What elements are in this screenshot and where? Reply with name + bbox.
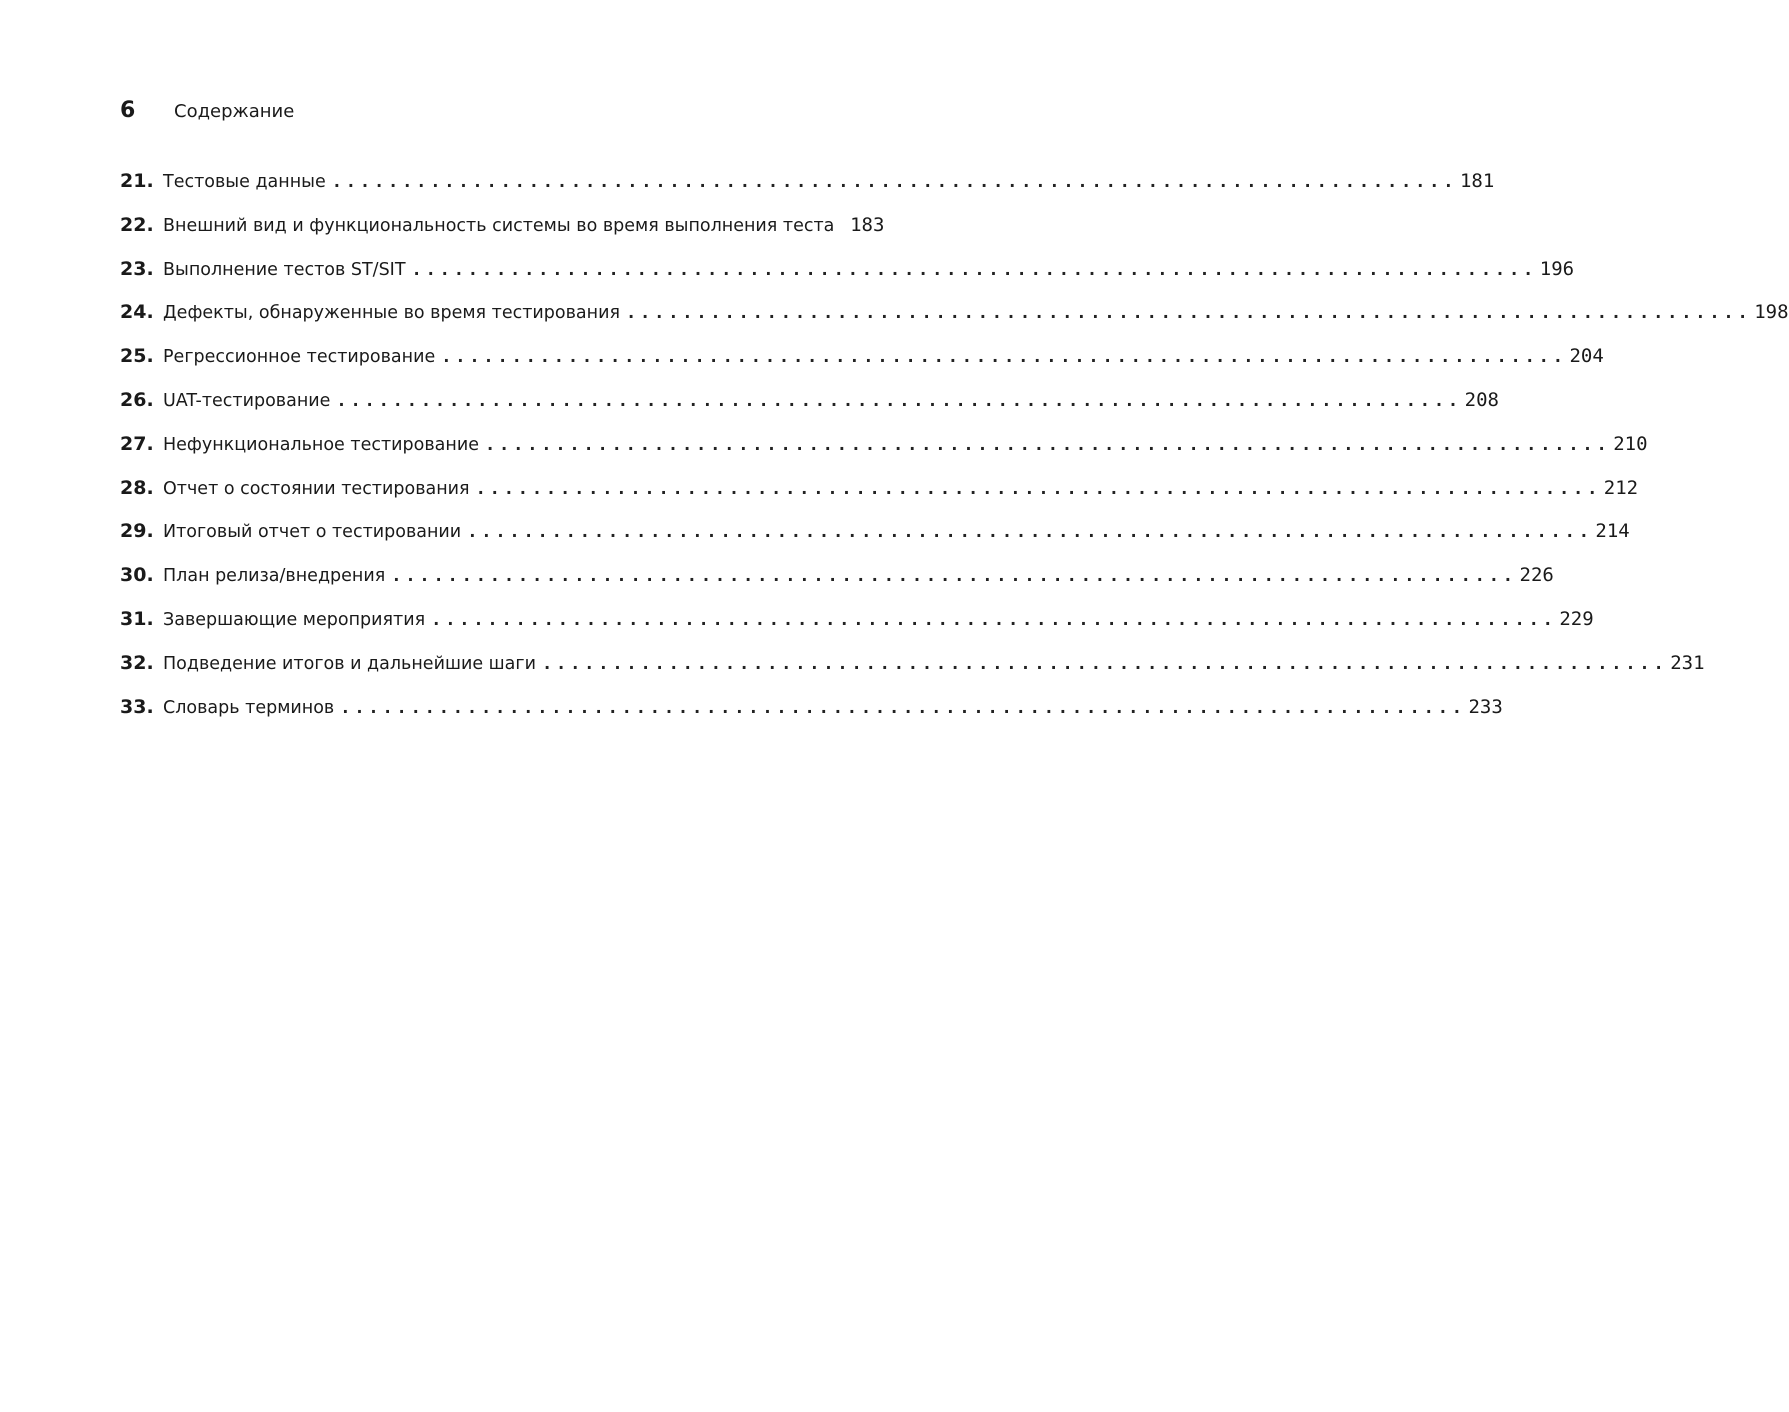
toc-entry-number: 21. (120, 170, 154, 192)
toc-entry (120, 564, 1554, 608)
toc-entry-title: Тестовые данные (163, 172, 326, 192)
toc-entry (120, 432, 1648, 477)
toc-entry-page: 181 (1459, 170, 1495, 192)
running-head (120, 98, 294, 132)
toc-entry-page: 210 (1613, 432, 1648, 455)
toc-entry-title: Итоговый отчет о тестировании (163, 522, 462, 543)
toc-entry-number: 31. (120, 607, 154, 630)
toc-entry-title: Словарь терминов (163, 697, 335, 718)
toc-entry-number: 27. (120, 432, 154, 455)
dot-leader (412, 260, 1531, 280)
dot-leader (542, 654, 1661, 674)
toc-entry-number: 33. (120, 695, 154, 718)
toc-entry-title: Нефункциональное тестирование (163, 434, 479, 455)
toc-entry-number: 25. (120, 345, 154, 368)
dot-leader (332, 172, 1451, 192)
dot-leader (431, 610, 1550, 630)
toc-entry-title: Выполнение тестов ST/SIT (163, 259, 406, 280)
toc-entry-title: Завершающие мероприятия (163, 609, 426, 630)
toc-entry-page: 212 (1603, 476, 1639, 499)
dot-leader (391, 566, 1510, 586)
toc-entry-title: План релиза/внедрения (163, 566, 386, 587)
toc-entry (120, 651, 1705, 696)
toc-entry-page: 196 (1539, 257, 1575, 280)
toc-entry-title: Отчет о состоянии тестирования (163, 478, 470, 499)
toc-entry-title: Дефекты, обнаруженные во время тестирования (163, 303, 620, 324)
toc-entry-title: Подведение итогов и дальнейшие шаги (163, 653, 536, 674)
dot-leader (441, 347, 1560, 367)
toc-entry-number: 24. (120, 301, 154, 324)
toc-entry (120, 257, 1575, 302)
dot-leader (485, 435, 1604, 455)
toc-entry (120, 476, 1639, 521)
toc-entry (120, 388, 1499, 433)
toc-entry-title: UAT-тестирование (163, 390, 331, 411)
toc-entry (120, 345, 1604, 389)
toc-entry-page: 229 (1559, 607, 1594, 630)
toc-entry-number: 26. (120, 388, 154, 411)
toc-entry-number: 29. (120, 520, 154, 543)
toc-entry (120, 607, 1594, 652)
dot-leader (626, 303, 1745, 323)
toc-entry-number: 23. (120, 257, 154, 280)
toc-entry (120, 170, 1495, 214)
dot-leader (467, 522, 1586, 542)
dot-leader (340, 698, 1459, 718)
toc-entry-title: Регрессионное тестирование (163, 347, 436, 368)
toc-entry-number: 32. (120, 651, 154, 674)
toc-entry-page: 198 (1754, 301, 1789, 324)
toc-entry-page: 204 (1569, 345, 1604, 368)
toc-entry-number: 30. (120, 564, 154, 587)
toc-entry-page: 214 (1595, 520, 1630, 543)
toc-entry-page: 233 (1468, 695, 1503, 718)
toc-entry-page: 208 (1464, 388, 1499, 411)
toc-entry (120, 695, 1503, 740)
dot-leader (336, 391, 1455, 411)
dot-leader (476, 479, 1595, 499)
toc-entry-page: 226 (1519, 564, 1554, 587)
toc-entry (120, 213, 885, 258)
toc-entry-title: Внешний вид и функциональность системы во время выполнения теста (163, 215, 835, 236)
toc-entry (120, 301, 1789, 345)
page-number: 6 (120, 98, 136, 123)
running-title: Содержание (174, 101, 295, 122)
toc-entry-page: 231 (1670, 651, 1705, 674)
table-of-contents (120, 170, 1789, 739)
toc-entry (120, 520, 1630, 564)
toc-entry-number: 28. (120, 476, 154, 499)
toc-entry-number: 22. (120, 213, 154, 236)
toc-entry-page: 183 (850, 213, 885, 236)
